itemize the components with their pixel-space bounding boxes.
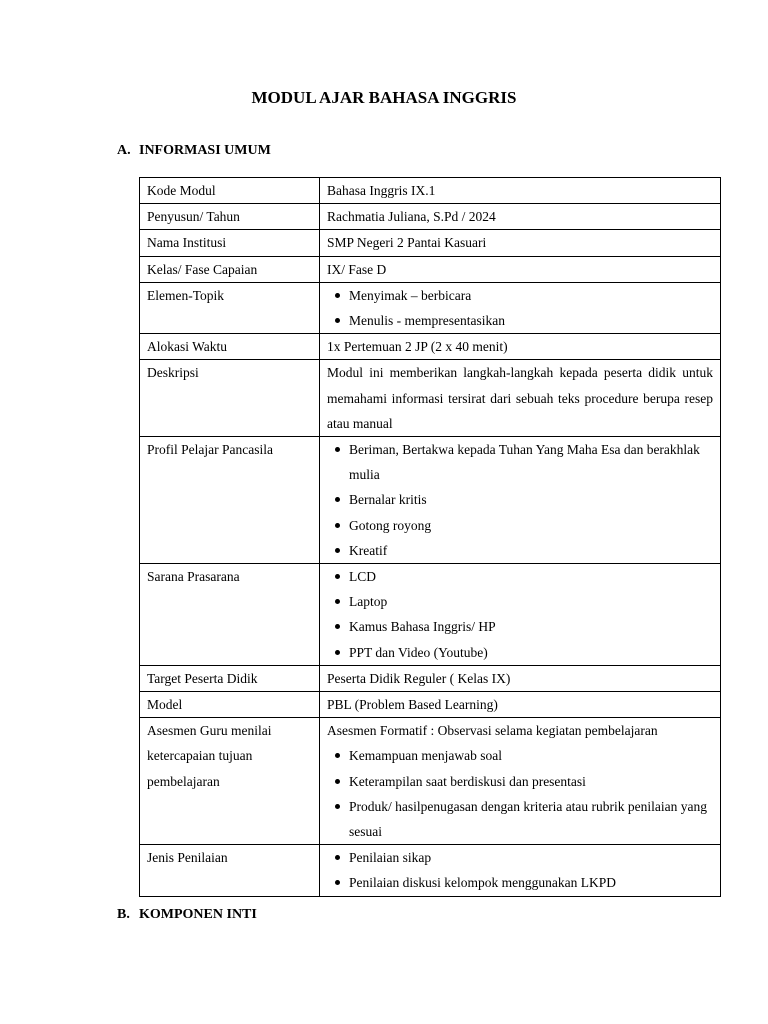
list-item: Penilaian diskusi kelompok menggunakan LKPD bbox=[349, 870, 713, 895]
asesmen-intro: Asesmen Formatif : Observasi selama kegiatan pembelajaran bbox=[327, 723, 658, 739]
table-row-asesmen bbox=[140, 718, 721, 845]
row-label: Kode Modul bbox=[140, 178, 320, 204]
page-title: MODUL AJAR BAHASA INGGRIS bbox=[251, 88, 517, 107]
row-value: IX/ Fase D bbox=[320, 256, 721, 282]
section-title: KOMPONEN INTI bbox=[139, 907, 257, 922]
section-title: INFORMASI UMUM bbox=[139, 143, 271, 158]
bullet-list bbox=[327, 283, 713, 333]
row-value: Peserta Didik Reguler ( Kelas IX) bbox=[320, 665, 721, 691]
section-heading-komponen-inti bbox=[117, 906, 257, 924]
list-item: Kamus Bahasa Inggris/ HP bbox=[349, 614, 713, 639]
list-item: Keterampilan saat berdiskusi dan presentasi bbox=[349, 769, 713, 794]
section-heading-informasi-umum bbox=[117, 142, 271, 160]
table-row-sarana-prasarana bbox=[140, 564, 721, 666]
row-label: Target Peserta Didik bbox=[140, 665, 320, 691]
list-item: Bernalar kritis bbox=[349, 487, 713, 512]
row-label: Nama Institusi bbox=[140, 230, 320, 256]
list-item: Menulis - mempresentasikan bbox=[349, 308, 713, 333]
table-row-model bbox=[140, 692, 721, 718]
row-label bbox=[140, 718, 320, 845]
table-row-kelas bbox=[140, 256, 721, 282]
row-label: Deskripsi bbox=[140, 360, 320, 437]
list-item: Gotong royong bbox=[349, 513, 713, 538]
table-row-institusi bbox=[140, 230, 721, 256]
list-item: Beriman, Bertakwa kepada Tuhan Yang Maha Esa dan berakhlak mulia bbox=[349, 437, 713, 487]
row-value: SMP Negeri 2 Pantai Kasuari bbox=[320, 230, 721, 256]
list-item: Kemampuan menjawab soal bbox=[349, 743, 713, 768]
row-label: Jenis Penilaian bbox=[140, 845, 320, 896]
table-row-target-peserta bbox=[140, 665, 721, 691]
row-value bbox=[320, 437, 721, 564]
list-item: LCD bbox=[349, 564, 713, 589]
list-item: Kreatif bbox=[349, 538, 713, 563]
row-value bbox=[320, 718, 721, 845]
informasi-umum-table bbox=[139, 177, 721, 897]
row-label: Penyusun/ Tahun bbox=[140, 204, 320, 230]
bullet-list bbox=[327, 845, 713, 895]
row-label: Model bbox=[140, 692, 320, 718]
section-number: A. bbox=[117, 143, 131, 158]
row-label: Sarana Prasarana bbox=[140, 564, 320, 666]
row-value bbox=[320, 845, 721, 896]
table-row-penyusun bbox=[140, 204, 721, 230]
list-item: Produk/ hasilpenugasan dengan kriteria atau rubrik penilaian yang sesuai bbox=[349, 794, 713, 844]
row-label: Elemen-Topik bbox=[140, 282, 320, 333]
row-value: Rachmatia Juliana, S.Pd / 2024 bbox=[320, 204, 721, 230]
bullet-list bbox=[327, 437, 713, 563]
table-row-profil-pelajar bbox=[140, 437, 721, 564]
label-line: ketercapaian tujuan bbox=[147, 748, 253, 764]
row-value: Modul ini memberikan langkah-langkah kepada peserta didik untuk memahami informasi tersirat dari sebuah teks procedure berupa resep atau manual bbox=[320, 360, 721, 437]
table-row-kode-modul bbox=[140, 178, 721, 204]
section-number: B. bbox=[117, 907, 130, 922]
table-row-jenis-penilaian bbox=[140, 845, 721, 896]
row-value: Bahasa Inggris IX.1 bbox=[320, 178, 721, 204]
list-item: Penilaian sikap bbox=[349, 845, 713, 870]
row-value: PBL (Problem Based Learning) bbox=[320, 692, 721, 718]
label-line: pembelajaran bbox=[147, 773, 220, 789]
table-row-deskripsi bbox=[140, 360, 721, 437]
row-value bbox=[320, 564, 721, 666]
row-value: 1x Pertemuan 2 JP (2 x 40 menit) bbox=[320, 334, 721, 360]
bullet-list bbox=[327, 564, 713, 665]
row-label: Alokasi Waktu bbox=[140, 334, 320, 360]
list-item: Laptop bbox=[349, 589, 713, 614]
row-label: Profil Pelajar Pancasila bbox=[140, 437, 320, 564]
label-line: Asesmen Guru menilai bbox=[147, 723, 272, 739]
table-row-alokasi-waktu bbox=[140, 334, 721, 360]
list-item: PPT dan Video (Youtube) bbox=[349, 640, 713, 665]
row-label: Kelas/ Fase Capaian bbox=[140, 256, 320, 282]
table-row-elemen-topik bbox=[140, 282, 721, 333]
list-item: Menyimak – berbicara bbox=[349, 283, 713, 308]
bullet-list bbox=[327, 743, 713, 844]
row-value bbox=[320, 282, 721, 333]
